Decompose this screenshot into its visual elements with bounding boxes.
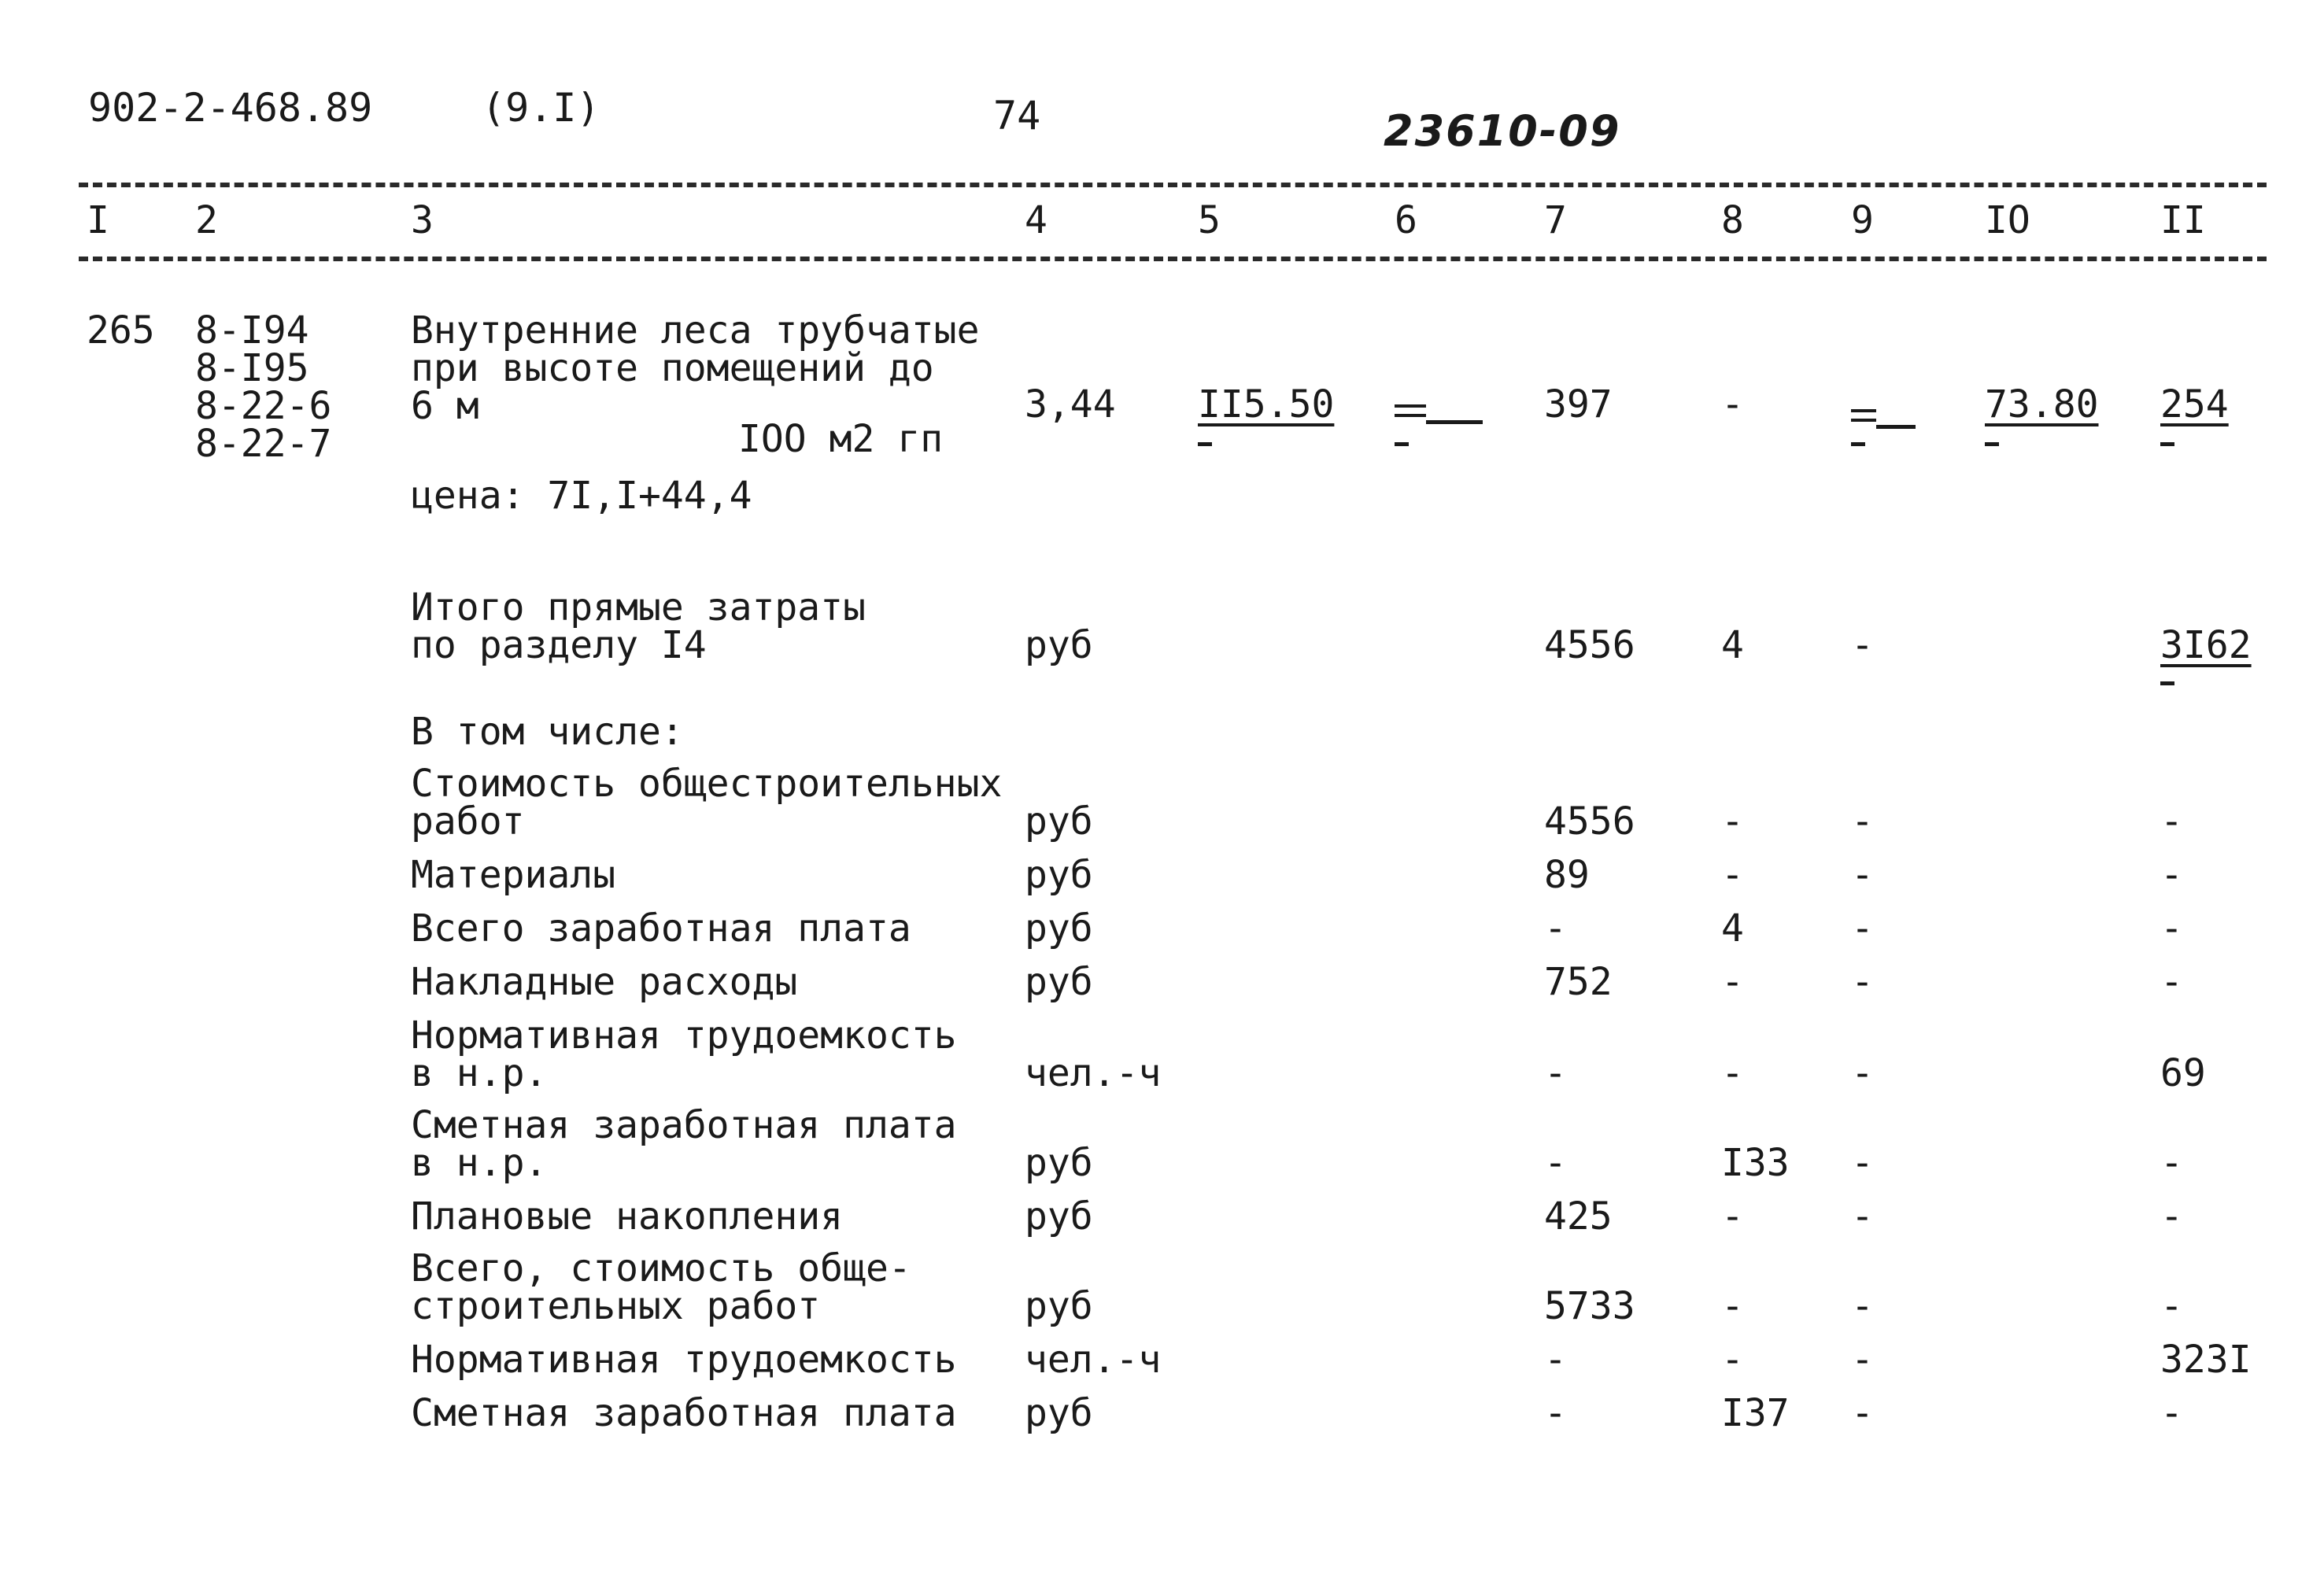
underline-mark: [1426, 420, 1483, 424]
entry-number: 265: [87, 308, 155, 353]
row-col8: I37: [1721, 1391, 1790, 1435]
row-col8: -: [1721, 853, 1744, 897]
row-col9: -: [1851, 960, 1874, 1004]
norm-code: 8-I94: [195, 308, 309, 353]
row-unit: руб: [1025, 1284, 1093, 1328]
row-col9: -: [1851, 1338, 1874, 1382]
row-col8: -: [1721, 1284, 1744, 1328]
row-unit: чел.-ч: [1025, 1051, 1162, 1095]
column-header: 4: [1025, 198, 1047, 242]
row-unit: чел.-ч: [1025, 1338, 1162, 1382]
row-col9: -: [1851, 1141, 1874, 1185]
row-col9: -: [1851, 1391, 1874, 1435]
small-dash-mark: [1851, 442, 1865, 446]
row-col8: 4: [1721, 906, 1744, 951]
row-col11: 323I: [2160, 1338, 2252, 1382]
row-col11: 69: [2160, 1051, 2206, 1095]
column-header: 5: [1198, 198, 1221, 242]
row-label-line: Стоимость общестроительных: [411, 762, 1003, 806]
small-dash-mark: [1395, 442, 1409, 446]
underline-mark: [1876, 425, 1916, 429]
row-label-line: в н.р.: [411, 1141, 548, 1185]
column-header: 6: [1395, 198, 1417, 242]
row-col7: -: [1544, 1338, 1567, 1382]
row-label-line: строительных работ: [411, 1284, 821, 1328]
total-label-line: Итого прямые затраты: [411, 585, 866, 629]
row-col11: -: [2160, 1284, 2183, 1328]
row-col9: -: [1851, 1284, 1874, 1328]
norm-code: 8-22-6: [195, 384, 332, 428]
row-label-line: Материалы: [411, 853, 616, 897]
row-label-line: Сметная заработная плата: [411, 1391, 957, 1435]
row-col7: 5733: [1544, 1284, 1635, 1328]
row-col7: -: [1544, 906, 1567, 951]
row-col11: -: [2160, 1141, 2183, 1185]
entry-description-line: Внутренние леса трубчатые: [411, 308, 980, 353]
row-col11: -: [2160, 960, 2183, 1004]
row-col7: -: [1544, 1051, 1567, 1095]
row-unit: руб: [1025, 853, 1093, 897]
document-code: 902-2-468.89: [88, 85, 373, 131]
entry-col7-value: 397: [1544, 382, 1613, 426]
column-header: 8: [1721, 198, 1744, 242]
total-col9: -: [1851, 623, 1874, 667]
page-number: 74: [993, 93, 1041, 138]
row-label-line: Нормативная трудоемкость: [411, 1338, 957, 1382]
total-col7: 4556: [1544, 623, 1635, 667]
column-header: 3: [411, 198, 434, 242]
header-bottom-rule: [79, 257, 2267, 261]
total-label-line: по разделу I4: [411, 623, 707, 667]
row-label-line: Накладные расходы: [411, 960, 798, 1004]
row-unit: руб: [1025, 1391, 1093, 1435]
row-col7: 89: [1544, 853, 1590, 897]
row-col11: -: [2160, 906, 2183, 951]
row-label-line: Нормативная трудоемкость: [411, 1013, 957, 1058]
row-col8: -: [1721, 1338, 1744, 1382]
row-col8: -: [1721, 1194, 1744, 1239]
row-label-line: в н.р.: [411, 1051, 548, 1095]
including-label: В том числе:: [411, 710, 684, 754]
column-header: I: [87, 198, 109, 242]
total-unit: руб: [1025, 623, 1093, 667]
row-label-line: работ: [411, 799, 525, 844]
row-col11: -: [2160, 799, 2183, 844]
row-unit: руб: [1025, 1141, 1093, 1185]
column-header: II: [2160, 198, 2206, 242]
norm-code: 8-22-7: [195, 422, 332, 466]
small-dash-mark: [1985, 442, 1999, 446]
row-col11: -: [2160, 1391, 2183, 1435]
entry-col11-value: 254: [2160, 382, 2229, 426]
entry-description-line: при высоте помещений до: [411, 346, 934, 390]
row-col9: -: [1851, 1051, 1874, 1095]
row-unit: руб: [1025, 799, 1093, 844]
small-dash-mark: [2160, 681, 2174, 685]
row-col8: -: [1721, 1051, 1744, 1095]
entry-col8-value: -: [1721, 382, 1744, 426]
double-dash-mark: [1395, 404, 1426, 417]
norm-code: 8-I95: [195, 346, 309, 390]
entry-unit-note: IOO м2 гп: [738, 417, 944, 461]
row-col9: -: [1851, 799, 1874, 844]
row-label-line: Всего, стоимость обще-: [411, 1246, 911, 1290]
row-col8: -: [1721, 799, 1744, 844]
column-header: 9: [1851, 198, 1874, 242]
row-unit: руб: [1025, 960, 1093, 1004]
row-col7: 4556: [1544, 799, 1635, 844]
row-col11: -: [2160, 1194, 2183, 1239]
row-unit: руб: [1025, 1194, 1093, 1239]
row-col8: I33: [1721, 1141, 1790, 1185]
row-label-line: Всего заработная плата: [411, 906, 911, 951]
row-col7: 425: [1544, 1194, 1613, 1239]
row-col8: -: [1721, 960, 1744, 1004]
section-number: (9.I): [482, 85, 600, 131]
double-dash-mark: [1851, 409, 1876, 422]
row-unit: руб: [1025, 906, 1093, 951]
row-col7: 752: [1544, 960, 1613, 1004]
row-col9: -: [1851, 853, 1874, 897]
header-top-rule: [79, 183, 2267, 187]
total-col11: 3I62: [2160, 623, 2252, 667]
column-header: IO: [1985, 198, 2030, 242]
small-dash-mark: [2160, 442, 2174, 446]
row-label-line: Сметная заработная плата: [411, 1103, 957, 1147]
stamp-number: 23610-09: [1384, 106, 1621, 156]
column-header: 7: [1544, 198, 1567, 242]
entry-description-line: 6 м: [411, 384, 479, 428]
row-col9: -: [1851, 1194, 1874, 1239]
row-col9: -: [1851, 906, 1874, 951]
row-col7: -: [1544, 1141, 1567, 1185]
price-formula: цена: 7I,I+44,4: [411, 474, 752, 518]
row-col11: -: [2160, 853, 2183, 897]
entry-quantity: 3,44: [1025, 382, 1116, 426]
entry-col10-value: 73.80: [1985, 382, 2099, 426]
column-header: 2: [195, 198, 218, 242]
row-col7: -: [1544, 1391, 1567, 1435]
small-dash-mark: [1198, 442, 1212, 446]
entry-col5-value: II5.50: [1198, 382, 1335, 426]
row-label-line: Плановые накопления: [411, 1194, 844, 1239]
total-col8: 4: [1721, 623, 1744, 667]
